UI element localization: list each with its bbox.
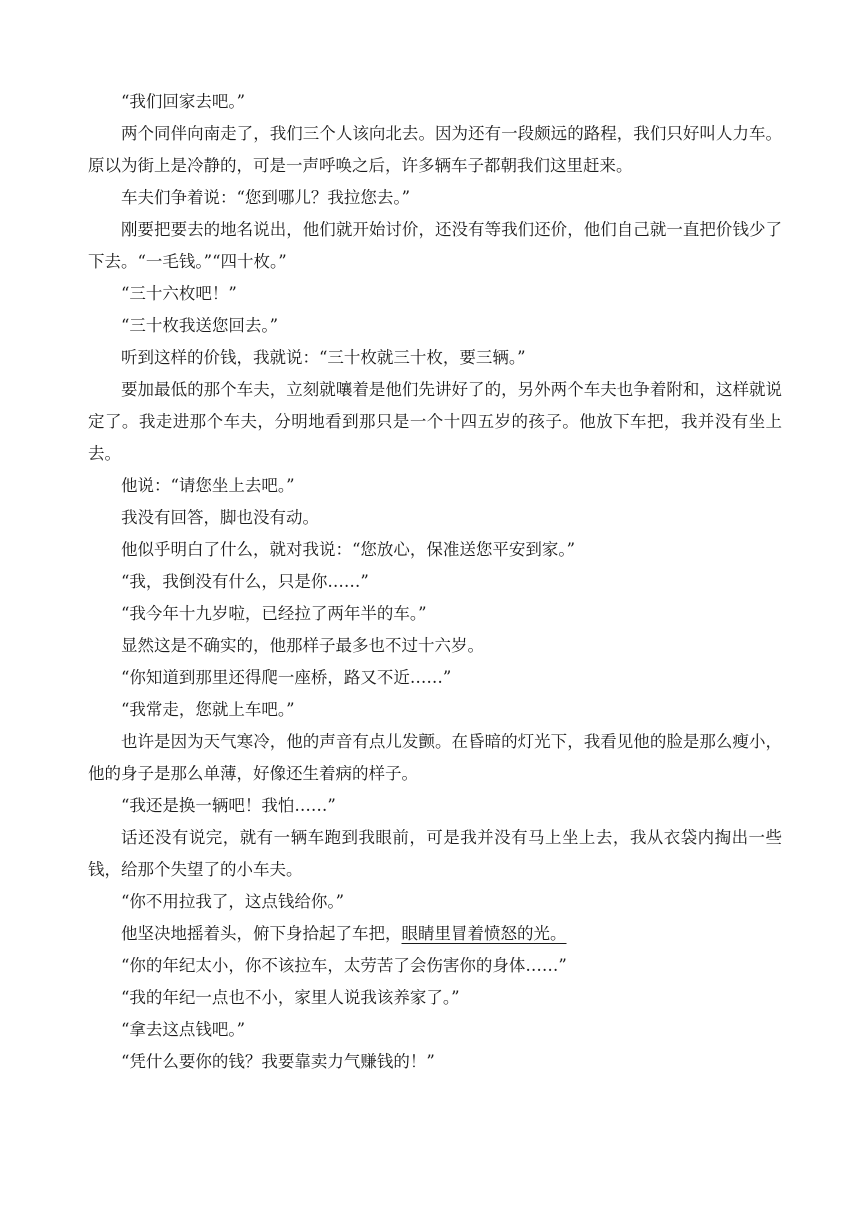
paragraph: 也许是因为天气寒冷，他的声音有点儿发颤。在昏暗的灯光下，我看见他的脸是那么瘦小，他的身子是那么单薄，好像还生着病的样子。 (88, 732, 782, 783)
paragraph: “你知道到那里还得爬一座桥，路又不近……” (121, 668, 452, 687)
paragraph: “我今年十九岁啦，已经拉了两年半的车。” (121, 604, 427, 623)
paragraph: 他说：“请您坐上去吧。” (121, 476, 295, 495)
paragraph: “我的年纪一点也不小，家里人说我该养家了。” (121, 988, 460, 1007)
paragraph: “三十六枚吧！” (121, 284, 237, 303)
paragraph: 两个同伴向南走了，我们三个人该向北去。因为还有一段颇远的路程，我们只好叫人力车。原以为街上是冷静的，可是一声呼唤之后，许多辆车子都朝我们这里赶来。 (88, 124, 782, 175)
paragraph-lead-text: 他坚决地摇着头，俯下身拾起了车把， (121, 924, 402, 943)
story-text (88, 86, 782, 1078)
paragraph: 他似乎明白了什么，就对我说：“您放心，保准送您平安到家。” (121, 540, 576, 559)
paragraph: “我们回家去吧。” (121, 92, 246, 111)
paragraph: 刚要把要去的地名说出，他们就开始讨价，还没有等我们还价，他们自己就一直把价钱少了下去。“一毛钱。”“四十枚。” (88, 220, 782, 271)
paragraph: “凭什么要你的钱？我要靠卖力气赚钱的！” (121, 1052, 435, 1071)
paragraph: “你不用拉我了，这点钱给你。” (121, 892, 345, 911)
paragraph: 我没有回答，脚也没有动。 (121, 508, 319, 527)
paragraph: “我常走，您就上车吧。” (121, 700, 295, 719)
paragraph: “三十枚我送您回去。” (121, 316, 279, 335)
paragraph: 显然这是不确实的，他那样子最多也不过十六岁。 (121, 636, 484, 655)
paragraph: 听到这样的价钱，我就说：“三十枚就三十枚，要三辆。” (121, 348, 526, 367)
paragraph: “我，我倒没有什么，只是你……” (121, 572, 369, 591)
paragraph: 车夫们争着说：“您到哪儿？我拉您去。” (121, 188, 411, 207)
paragraph: “我还是换一辆吧！我怕……” (121, 796, 336, 815)
paragraph: 话还没有说完，就有一辆车跑到我眼前，可是我并没有马上坐上去，我从衣袋内掏出一些钱，给那个失望了的小车夫。 (88, 828, 782, 879)
underlined-phrase: 眼睛里冒着愤怒的光。 (401, 924, 567, 943)
paragraph-with-underline (88, 918, 782, 950)
paragraph: 要加最低的那个车夫，立刻就嚷着是他们先讲好了的，另外两个车夫也争着附和，这样就说定了。我走进那个车夫，分明地看到那只是一个十四五岁的孩子。他放下车把，我并没有坐上去。 (88, 380, 782, 463)
paragraph: “你的年纪太小，你不该拉车，太劳苦了会伤害你的身体……” (121, 956, 567, 975)
paragraph: “拿去这点钱吧。” (121, 1020, 246, 1039)
